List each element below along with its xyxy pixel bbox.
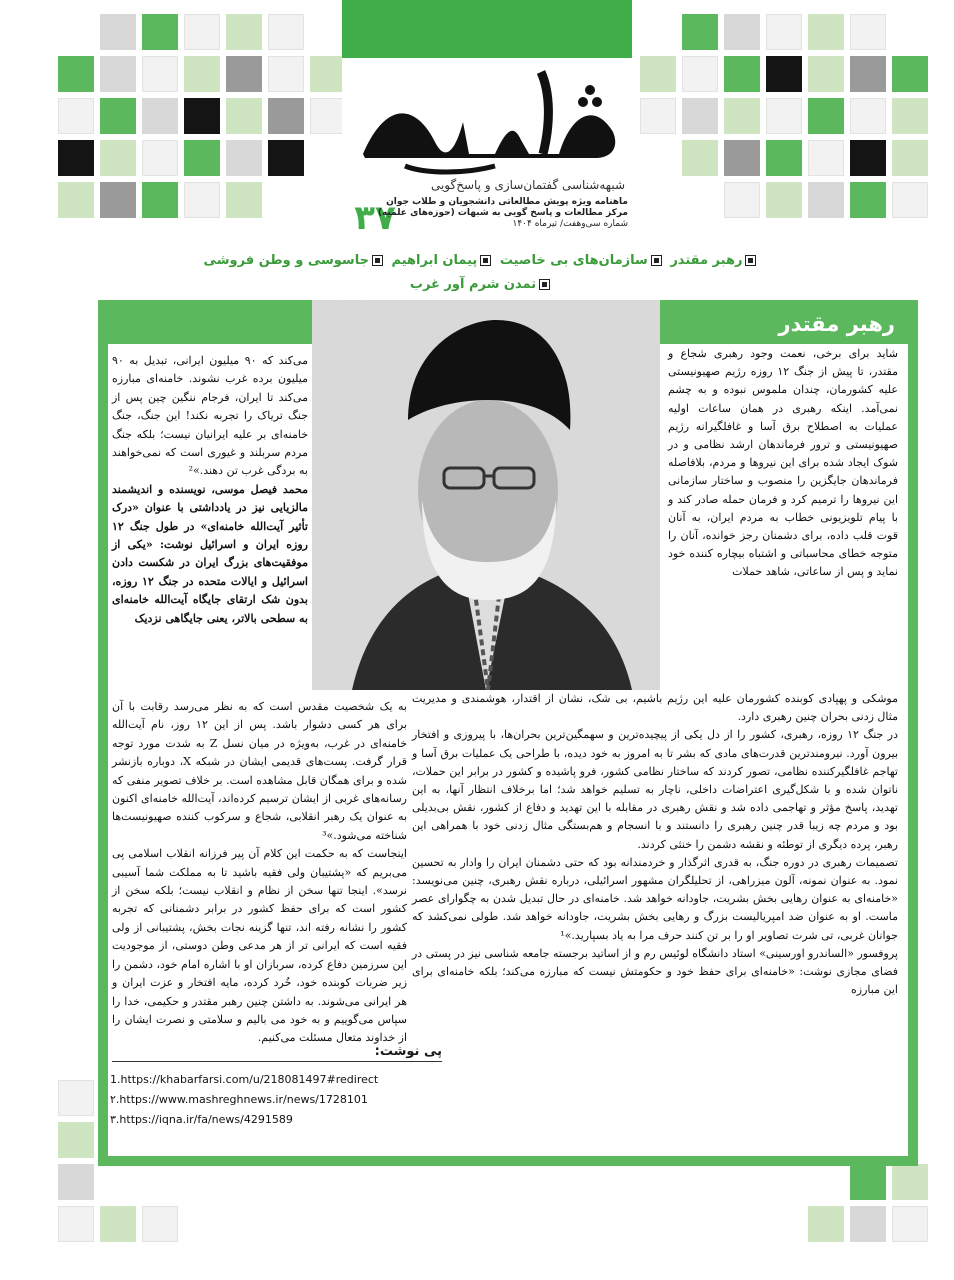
mosaic-tile (142, 182, 178, 218)
masthead-green-bar (342, 0, 632, 58)
paragraph: محمد فیصل موسی، نویسنده و اندیشمند مالزیایی نیز در یادداشتی با عنوان «درک تأثیر آیت‌الله خامنه‌ای» در طول جنگ ۱۲ روزه ایران و اسرائیل نوشت: «یکی از موفقیت‌های بزرگ ایران در شکست دادن اسرائیل و ایالات متحده در جنگ ۱۲ روزه، بدون شک ارتقای جایگاه آیت‌الله خامنه‌ای به سطحی بالاتر، یعنی جایگاهی نزدیک (112, 482, 308, 625)
article-column-left (112, 352, 308, 628)
paragraph: تصمیمات رهبری در دوره جنگ، به قدری اثرگذار و خردمندانه بود که حتی دشمنان ایران را وادار به تحسین نمود. به عنوان نمونه، آلون میزراهی، از تحلیلگران مشهور اسرائیلی، درباره نقش رهبری، چنین می‌نویسد: «خامنه‌ای به عنوان رهایی بخش بشریت، جاودانه خواهد شد. خامنه‌ای در حال تبدیل شدن به چگوارای عصر ماست. او به عنوان ضد امپریالیست بزرگ و رهایی بخش بشریت، جاودانه خواهد شد. طولی نمی‌کشد که جوانان غربی، تی شرت تصاویر او را بر تن کنند حرف مرا به یاد بسپارید.»¹ (412, 855, 898, 942)
issue-info-line: ماهنامه ویژه پویش مطالعاتی دانشجویان و طلاب جوان (386, 197, 628, 207)
mosaic-tile (184, 14, 220, 50)
mosaic-tile (58, 1206, 94, 1242)
mosaic-tile (682, 140, 718, 176)
article-frame-right (908, 300, 918, 1166)
mosaic-tile (310, 56, 346, 92)
paragraph: اینجاست که به حکمت این کلام آن پیر فرزانه انقلاب اسلامی پی می‌بریم که «پشتیبان ولی فقیه باشید تا به مملکت شما آسیبی نرسد». اینجا تنها سخن از نظام و انقلاب نیست؛ بلکه سخن از کشور است که برای حفظ کشور در برابر دشمنانی که تجربه کشور را نشانه رفته اند، تنها گزینه نجات بخش، پشتیبانی از ولی فقیه است که ایرانی تر از هر مدعی وطن دوستی، از موجودیت این سرزمین دفاع کرده، سربازان او با اشاره امام خود، دشمن را زیر ضربات کوبنده خود، خُرد کرده، مایه افتخار و عزت ایران و هر ایرانی می‌شوند. به داشتن چنین رهبر مقتدر و حکیمی، خدا را سپاس می‌گوییم و به خود می بالیم و سلامتی و نصرت ایشان را از خداوند متعال مسئلت می‌کنیم. (112, 847, 407, 1045)
mosaic-tile (892, 182, 928, 218)
mosaic-tile (100, 14, 136, 50)
mosaic-tile (142, 1206, 178, 1242)
issue-info (377, 197, 628, 230)
masthead-tagline: شبهه‌شناسی گفتمان‌سازی و پاسخ‌گویی (430, 178, 625, 192)
mosaic-tile (226, 182, 262, 218)
mosaic-tile (766, 14, 802, 50)
mosaic-tile (268, 56, 304, 92)
mosaic-tile (682, 98, 718, 134)
mosaic-tile (850, 182, 886, 218)
mosaic-tile (850, 14, 886, 50)
mosaic-tile (58, 56, 94, 92)
mosaic-tile (58, 182, 94, 218)
mosaic-tile (766, 56, 802, 92)
mosaic-tile (100, 56, 136, 92)
mosaic-tile (142, 56, 178, 92)
mosaic-tile (100, 140, 136, 176)
mosaic-tile (184, 182, 220, 218)
mosaic-tile (766, 140, 802, 176)
mosaic-tile (724, 98, 760, 134)
mosaic-tile (682, 14, 718, 50)
mosaic-tile (640, 56, 676, 92)
article-column-middle (412, 690, 898, 999)
mosaic-tile (58, 140, 94, 176)
mosaic-tile (850, 98, 886, 134)
mosaic-tile (58, 1122, 94, 1158)
topic-item[interactable]: تمدن شرم آور غرب (410, 273, 550, 297)
mosaic-tile (766, 98, 802, 134)
mosaic-tile (640, 98, 676, 134)
mosaic-tile (184, 140, 220, 176)
issue-number: ۳۷ (354, 198, 396, 238)
mosaic-tile (100, 1206, 136, 1242)
mosaic-tile (850, 1164, 886, 1200)
mosaic-tile (100, 182, 136, 218)
mosaic-tile (850, 56, 886, 92)
mosaic-tile (682, 56, 718, 92)
mosaic-tile (226, 140, 262, 176)
mosaic-tile (850, 1206, 886, 1242)
paragraph: به یک شخصیت مقدس است که به نظر می‌رسد رقابت با آن برای هر کسی دشوار باشد. پس از این ۱۲ روز، نام آیت‌الله خامنه‌ای در غرب، به‌ویژه در میان نسل Z به شدت مورد توجه قرار گرفت. پست‌های قدیمی ایشان در شبکه X، دوباره بازنشر شده و برای همگان قابل مشاهده است. بر خلاف تصویر منفی که رسانه‌های غربی از ایشان ترسیم کرده‌اند، آیت‌الله خامنه‌ای اکنون به عنوان یک رهبر انقلابی، شجاع و سرکوب کننده صهیونیست‌ها شناخته می‌شود.»³ (112, 700, 407, 842)
topic-item[interactable]: جاسوسی و وطن فروشی (204, 249, 383, 273)
footnote-link[interactable]: ۳.https://iqna.ir/fa/news/4291589 (110, 1113, 293, 1126)
topic-item[interactable]: پیمان ابراهیم (392, 249, 492, 273)
leader-portrait-image (312, 300, 660, 690)
mosaic-tile (808, 140, 844, 176)
footnotes-title: پی نوشت: (112, 1044, 442, 1062)
mosaic-tile (808, 14, 844, 50)
mosaic-tile (100, 98, 136, 134)
mosaic-tile (268, 140, 304, 176)
article-frame-bottom (98, 1156, 918, 1166)
mosaic-tile (184, 56, 220, 92)
mosaic-tile (268, 14, 304, 50)
mosaic-tile (724, 56, 760, 92)
issue-info-line: مرکز مطالعات و پاسخ گویی به شبهات (حوزه‌های علمیه) (377, 208, 628, 218)
mosaic-tile (892, 140, 928, 176)
publication-logo (345, 62, 629, 182)
mosaic-tile (58, 1080, 94, 1116)
mosaic-tile (268, 98, 304, 134)
mosaic-tile (142, 140, 178, 176)
article-column-lower-left (112, 698, 407, 1048)
mosaic-tile (724, 182, 760, 218)
article-column-right (668, 345, 898, 582)
mosaic-tile (58, 98, 94, 134)
mosaic-tile (226, 98, 262, 134)
mosaic-tile (892, 1164, 928, 1200)
square-bullet-icon (539, 279, 550, 290)
mosaic-tile (808, 1206, 844, 1242)
mosaic-tile (808, 98, 844, 134)
mosaic-tile (142, 14, 178, 50)
mosaic-tile (58, 1164, 94, 1200)
mosaic-tile (226, 14, 262, 50)
mosaic-tile (310, 98, 346, 134)
issue-info-line: شماره سی‌وهفت/ تیرماه ۱۴۰۴ (512, 219, 628, 229)
paragraph: شاید برای برخی، نعمت وجود رهبری شجاع و مقتدر، تا پیش از جنگ ۱۲ روزه رژیم صهیونیستی علیه کشورمان، چندان ملموس نبوده و به چشم نمی‌آمد. اینکه رهبری در همان ساعات اولیه عملیات به اصطلاح برق آسا و غافلگیرانه رژیم صهیونیستی و ترور فرماندهان ارشد نظامی و در شوک ایجاد شده برای این نیروها و مردم، بلافاصله فرماندهان جایگزین را منصوب و ساختار سازمانی این نیروها را ترمیم کرد و فرمان حمله صادر کند و با پیام تلویزیونی خطاب به مردم ایران، به آنان قوت قلب داده، برای دشمنان رجز خوانده، آنان را متوجه خطای محاسباتی و اشتباه بیچاره کننده خود نماید و پس از ساعاتی، شاهد حملات (668, 347, 899, 579)
mosaic-tile (892, 1206, 928, 1242)
paragraph: پروفسور «الساندرو اورسینی» استاد دانشگاه لوئیس رم و از اساتید برجسته جامعه شناسی نیز در پستی در فضای مجازی نوشت: «خامنه‌ای برای حفظ خود و حکومتش نیست که مبارزه می‌کند؛ بلکه خامنه‌ای برای این مبارزه (412, 946, 898, 997)
topic-item[interactable]: رهبر مقتدر (670, 249, 756, 273)
paragraph: در جنگ ۱۲ روزه، رهبری، کشور را از دل یکی از پیچیده‌ترین و سهمگین‌ترین بحران‌ها، با پیروزی و افتخار بیرون آورد. نیرومندترین قدرت‌های مادی که بشر تا به امروز به خود دیده، با طراحی یک عملیات برق آسا و تهاجم غافلگیرکننده نظامی، تصور کردند که ساختار نظامی کشور، فرو پاشیده و کشور در برابر این حملات، ناتوان شده و با شکل‌گیری اعتراضات داخلی، ناچار به تسلیم خواهد شد؛ اما برخلاف انتظار آنها، به این تهدید، پاسخ مؤثر و تهاجمی داده شد و نقش رهبری در مقابله با این تهدید و دفاع از کشور، نقش بی‌بدیلی بود و مردم چه زیبا قدر چنین رهبری را دانستند و با انسجام و هم‌بستگی مثال زدنی خود با همراهی این رهبر، پرده دیگری از توطئه و نقشه دشمن را خنثی کردند. (412, 728, 898, 851)
mosaic-tile (892, 98, 928, 134)
paragraph: موشکی و پهپادی کوبنده کشورمان علیه این رژیم باشیم، بی شک، نشان از اقتدار، هوشمندی و مدیریت مثال زدنی بحران چنین رهبری دارد. (412, 692, 898, 724)
mosaic-tile (226, 56, 262, 92)
mosaic-tile (766, 182, 802, 218)
footnote-link[interactable]: 1.https://khabarfarsi.com/u/218081497#redirect (110, 1073, 379, 1086)
square-bullet-icon (480, 255, 491, 266)
topic-item[interactable]: سازمان‌های بی خاصیت (500, 249, 662, 273)
mosaic-tile (184, 98, 220, 134)
square-bullet-icon (651, 255, 662, 266)
article-title: رهبر مقتدر (778, 312, 895, 336)
paragraph: می‌کند که ۹۰ میلیون ایرانی، تبدیل به ۹۰ میلیون برده غرب نشوند. خامنه‌ای مبارزه می‌کند تا ایران، فرجام ننگین چین پس از جنگ تریاک را تجربه نکند! این جنگ، جنگ خامنه‌ای بر علیه ایرانیان نیست؛ بلکه جنگ مردم سربلند و غیوری است که نمی‌خواهند به بردگی غرب تن دهند.»² (112, 354, 308, 478)
square-bullet-icon (745, 255, 756, 266)
mosaic-tile (724, 140, 760, 176)
mosaic-tile (724, 14, 760, 50)
mosaic-tile (892, 56, 928, 92)
mosaic-tile (142, 98, 178, 134)
mosaic-tile (850, 140, 886, 176)
mosaic-tile (808, 56, 844, 92)
square-bullet-icon (372, 255, 383, 266)
footnote-link[interactable]: ۲.https://www.mashreghnews.ir/news/1728101 (110, 1093, 368, 1106)
article-frame-left (98, 300, 108, 1166)
mosaic-tile (808, 182, 844, 218)
footnotes-list (110, 1070, 440, 1130)
